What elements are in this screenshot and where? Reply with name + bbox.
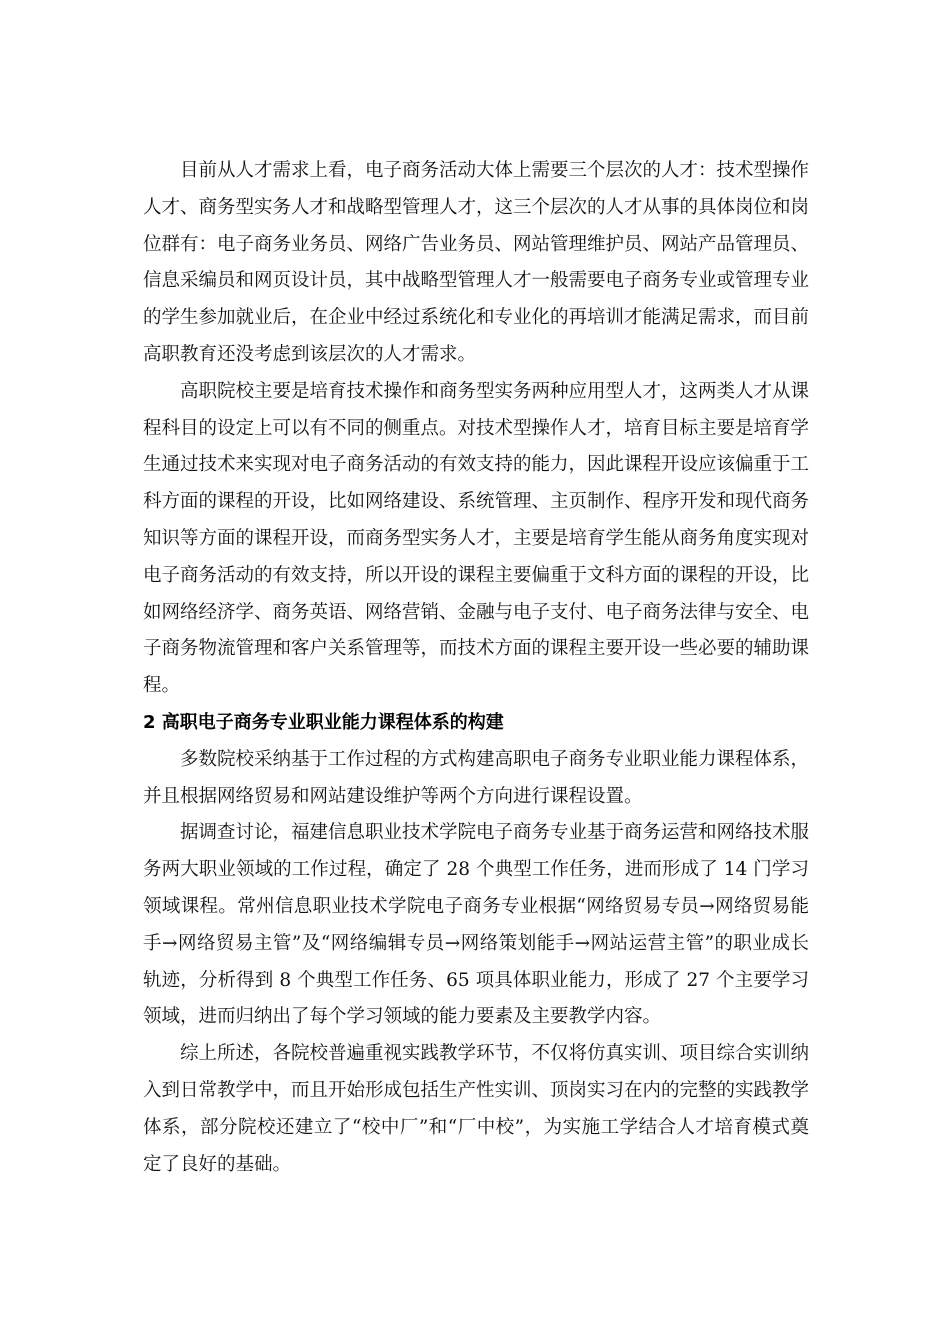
paragraph-summary: 综上所述，各院校普遍重视实践教学环节，不仅将仿真实训、项目综合实训纳入到日常教学中，而且开始形成包括生产性实训、顶岗实习在内的完整的实践教学体系，部分院校还建立了“校中厂”和“厂中校”，为实施工学结合人才培育模式奠定了良好的基础。 bbox=[143, 1043, 810, 1175]
paragraph-curriculum-approach: 多数院校采纳基于工作过程的方式构建高职电子商务专业职业能力课程体系，并且根据网络贸易和网站建设维护等两个方向进行课程设置。 bbox=[143, 748, 810, 807]
paragraph-vocational-talent: 高职院校主要是培育技术操作和商务型实务两种应用型人才，这两类人才从课程科目的设定上可以有不同的侧重点。对技术型操作人才，培育目标主要是培育学生通过技术来实现对电子商务活动的有效支持的能力，因此课程开设应该偏重于工科方面的课程的开设，比如网络建设、系统管理、主页制作、程序开发和现代商务知识等方面的课程开设，而商务型实务人才，主要是培育学生能从商务角度实现对电子商务活动的有效支持，所以开设的课程主要偏重于文科方面的课程的开设，比如网络经济学、商务英语、网络营销、金融与电子支付、电子商务法律与安全、电子商务物流管理和客户关系管理等，而技术方面的课程主要开设一些必要的辅助课程。 bbox=[143, 380, 810, 697]
section-heading: 2 高职电子商务专业职业能力课程体系的构建 bbox=[143, 711, 504, 733]
document-body bbox=[143, 153, 809, 1183]
paragraph-case-studies: 据调查讨论，福建信息职业技术学院电子商务专业基于商务运营和网络技术服务两大职业领域的工作过程，确定了 28 个典型工作任务，进而形成了 14 门学习领域课程。常州信息职业技术学院电子商务专业根据“网络贸易专员→网络贸易能手→网络贸易主管”及“网络编辑专员→网络策划能手→网站运营主管”的职业成长轨迹，分析得到 8 个典型工作任务、65 项具体职业能力，形成了 27 个主要学习领域，进而归纳出了每个学习领域的能力要素及主要教学内容。 bbox=[143, 822, 810, 1028]
paragraph-talent-demand: 目前从人才需求上看，电子商务活动大体上需要三个层次的人才：技术型操作人才、商务型实务人才和战略型管理人才，这三个层次的人才从事的具体岗位和岗位群有：电子商务业务员、网络广告业务员、网站管理维护员、网站产品管理员、信息采编员和网页设计员，其中战略型管理人才一般需要电子商务专业或管理专业的学生参加就业后，在企业中经过系统化和专业化的再培训才能满足需求，而目前高职教育还没考虑到该层次的人才需求。 bbox=[143, 160, 810, 365]
